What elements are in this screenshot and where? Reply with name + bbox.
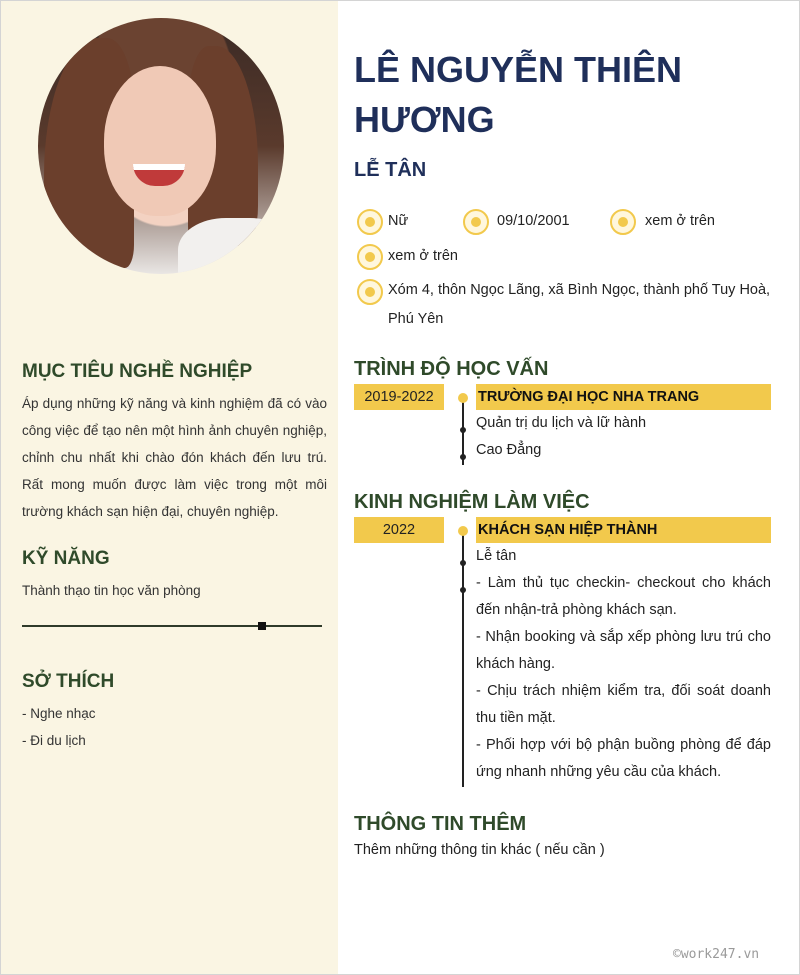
objective-text: Áp dụng những kỹ năng và kinh nghiệm đã có vào công việc để tạo nên một hình ảnh chuyên nghiệp, chỉnh chu nhất khi chào đón khách đến lưu trú. Rất mong muốn được làm việc trong một môi trường khách sạn hiện đại, chuyên nghiệp. (22, 396, 327, 519)
phone-value: xem ở trên (645, 213, 715, 229)
experience-company: KHÁCH SẠN HIỆP THÀNH (476, 517, 771, 543)
experience-duty: - Chịu trách nhiệm kiểm tra, đối soát doanh thu tiền mặt. (476, 683, 771, 726)
hobbies-title: SỞ THÍCH (22, 671, 115, 692)
timeline-dot (460, 427, 466, 433)
cake-icon (463, 209, 489, 235)
candidate-role: LỄ TÂN (354, 159, 427, 181)
phone-icon (610, 209, 636, 235)
experience-duty: - Phối hợp với bộ phận buồng phòng để đáp ứng nhanh những yêu cầu của khách. (476, 737, 771, 780)
gender-icon (357, 209, 383, 235)
hobby-item: - Đi du lịch (22, 733, 86, 748)
candidate-name: LÊ NGUYỄN THIÊN HƯƠNG (354, 49, 683, 140)
education-school: TRƯỜNG ĐẠI HỌC NHA TRANG (476, 384, 771, 410)
watermark: ©work247.vn (673, 947, 760, 962)
experience-timeline (462, 527, 464, 787)
timeline-dot (458, 393, 468, 403)
education-title: TRÌNH ĐỘ HỌC VẤN (354, 358, 549, 380)
education-period: 2019-2022 (354, 384, 444, 410)
skill-level-bar (22, 625, 322, 627)
education-major: Quản trị du lịch và lữ hành (476, 415, 647, 431)
experience-position: Lễ tân (476, 548, 517, 564)
skill-name: Thành thạo tin học văn phòng (22, 583, 201, 598)
timeline-dot (460, 454, 466, 460)
skills-title: KỸ NĂNG (22, 548, 110, 569)
additional-text: Thêm những thông tin khác ( nếu cần ) (354, 842, 605, 858)
address-value: Xóm 4, thôn Ngọc Lãng, xã Bình Ngọc, thành phố Tuy Hoà, Phú Yên (388, 282, 771, 327)
left-sidebar (1, 1, 338, 975)
map-pin-icon (357, 279, 383, 305)
profile-photo (38, 18, 284, 274)
hobby-item: - Nghe nhạc (22, 706, 96, 721)
additional-title: THÔNG TIN THÊM (354, 813, 527, 835)
education-degree: Cao Đẳng (476, 442, 542, 458)
experience-title: KINH NGHIỆM LÀM VIỆC (354, 491, 590, 513)
birthdate-value: 09/10/2001 (497, 213, 570, 229)
experience-duty: - Làm thủ tục checkin- checkout cho khách đến nhận-trả phòng khách sạn. (476, 575, 771, 618)
skill-level-marker (258, 622, 266, 630)
gender-value: Nữ (388, 213, 409, 229)
timeline-dot (460, 587, 466, 593)
email-value: xem ở trên (388, 248, 458, 264)
experience-period: 2022 (354, 517, 444, 543)
objective-title: MỤC TIÊU NGHỀ NGHIỆP (22, 361, 253, 382)
envelope-icon (357, 244, 383, 270)
timeline-dot (458, 526, 468, 536)
experience-duty: - Nhận booking và sắp xếp phòng lưu trú cho khách hàng. (476, 629, 771, 672)
timeline-dot (460, 560, 466, 566)
